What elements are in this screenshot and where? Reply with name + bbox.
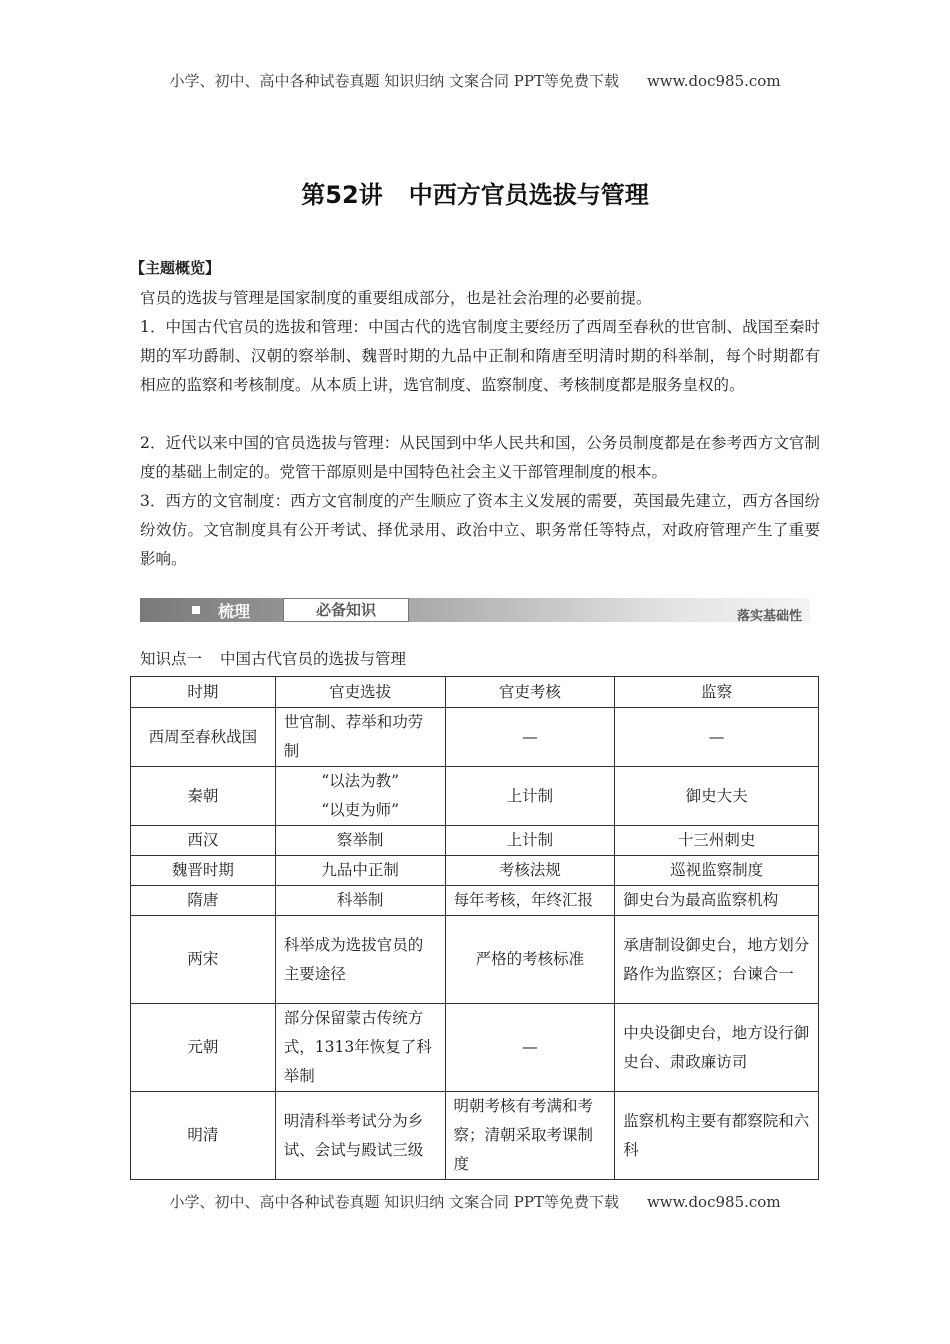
header-selection: 官吏选拔	[275, 677, 445, 708]
title-text: 中西方官员选拔与管理	[408, 181, 649, 209]
header-supervision: 监察	[615, 677, 819, 708]
header-text: 小学、初中、高中各种试卷真题 知识归纳 文案合同 PPT等免费下载	[169, 72, 619, 90]
overview-point-1: 1．中国古代官员的选拔和管理：中国古代的选官制度主要经历了西周至春秋的世官制、战国至秦时期的军功爵制、汉朝的察举制、魏晋时期的九品中正制和隋唐至明清时期的科举制，每个时期都有相应的监察和考核制度。从本质上讲，选官制度、监察制度、考核制度都是服务皇权的。	[140, 318, 820, 394]
cell-selection: 明清科举考试分为乡试、会试与殿试三级	[275, 1092, 445, 1180]
table-header-row	[131, 677, 819, 708]
cell-assessment: 上计制	[445, 826, 615, 856]
table-row	[131, 1092, 819, 1180]
cell-assessment: 严格的考核标准	[445, 916, 615, 1004]
table-row	[131, 826, 819, 856]
page-title	[0, 175, 950, 210]
cell-supervision: 御史台为最高监察机构	[615, 886, 819, 916]
cell-assessment: —	[445, 1004, 615, 1092]
footer-url[interactable]: www.doc985.com	[646, 1193, 781, 1211]
knowledge-point-heading	[140, 647, 406, 669]
cell-selection	[275, 767, 445, 826]
overview-point-2: 2．近代以来中国的官员选拔与管理：从民国到中华人民共和国，公务员制度都是在参考西方文官制度的基础上制定的。党管干部原则是中国特色社会主义干部管理制度的根本。	[140, 434, 820, 481]
cell-supervision: 巡视监察制度	[615, 856, 819, 886]
cell-supervision: 御史大夫	[615, 767, 819, 826]
header-url[interactable]: www.doc985.com	[646, 72, 781, 90]
selection-line-2: “以吏为师”	[321, 801, 400, 819]
cell-supervision: 十三州刺史	[615, 826, 819, 856]
table-row	[131, 856, 819, 886]
banner-right-label: 落实基础性	[736, 609, 802, 624]
page-footer	[0, 1191, 950, 1212]
cell-supervision: —	[615, 708, 819, 767]
header-assessment: 官吏考核	[445, 677, 615, 708]
banner-tab-label: 梳理	[218, 602, 251, 621]
cell-period: 隋唐	[131, 886, 276, 916]
selection-line-1: “以法为教”	[321, 772, 400, 790]
cell-assessment: 考核法规	[445, 856, 615, 886]
cell-supervision: 承唐制设御史台，地方划分路作为监察区；台谏合一	[615, 916, 819, 1004]
cell-period: 两宋	[131, 916, 276, 1004]
overview-point-3: 3．西方的文官制度：西方文官制度的产生顺应了资本主义发展的需要，英国最先建立，西方各国纷纷效仿。文官制度具有公开考试、择优录用、政治中立、职务常任等特点，对政府管理产生了重要影响。	[140, 492, 820, 568]
section-banner	[140, 598, 810, 624]
lecture-number: 第52讲	[301, 181, 383, 209]
footer-text: 小学、初中、高中各种试卷真题 知识归纳 文案合同 PPT等免费下载	[169, 1193, 619, 1211]
table-row	[131, 767, 819, 826]
cell-assessment: 明朝考核有考满和考察；清朝采取考课制度	[445, 1092, 615, 1180]
cell-selection: 科举成为选拔官员的主要途径	[275, 916, 445, 1004]
table-row	[131, 886, 819, 916]
cell-period: 西周至春秋战国	[131, 708, 276, 767]
cell-selection: 察举制	[275, 826, 445, 856]
table-row	[131, 1004, 819, 1092]
cell-selection: 科举制	[275, 886, 445, 916]
cell-period: 明清	[131, 1092, 276, 1180]
header-period: 时期	[131, 677, 276, 708]
cell-period: 秦朝	[131, 767, 276, 826]
cell-assessment: 每年考核，年终汇报	[445, 886, 615, 916]
cell-selection: 世官制、荐举和功劳制	[275, 708, 445, 767]
cell-assessment: 上计制	[445, 767, 615, 826]
cell-period: 元朝	[131, 1004, 276, 1092]
cell-supervision: 监察机构主要有都察院和六科	[615, 1092, 819, 1180]
cell-period: 西汉	[131, 826, 276, 856]
knowledge-point-title: 中国古代官员的选拔与管理	[220, 650, 407, 668]
page-header	[0, 70, 950, 91]
cell-assessment: —	[445, 708, 615, 767]
overview-intro: 官员的选拔与管理是国家制度的重要组成部分，也是社会治理的必要前提。	[140, 289, 652, 307]
cell-period: 魏晋时期	[131, 856, 276, 886]
table-row	[131, 916, 819, 1004]
official-system-table	[130, 676, 819, 1180]
square-bullet-icon	[192, 606, 200, 614]
knowledge-point-label: 知识点一	[140, 650, 203, 668]
cell-selection: 部分保留蒙古传统方式，1313年恢复了科举制	[275, 1004, 445, 1092]
overview-heading: 【主题概览】	[130, 259, 221, 277]
cell-selection: 九品中正制	[275, 856, 445, 886]
table-row	[131, 708, 819, 767]
cell-supervision: 中央设御史台，地方设行御史台、肃政廉访司	[615, 1004, 819, 1092]
banner-box-label: 必备知识	[283, 598, 409, 622]
